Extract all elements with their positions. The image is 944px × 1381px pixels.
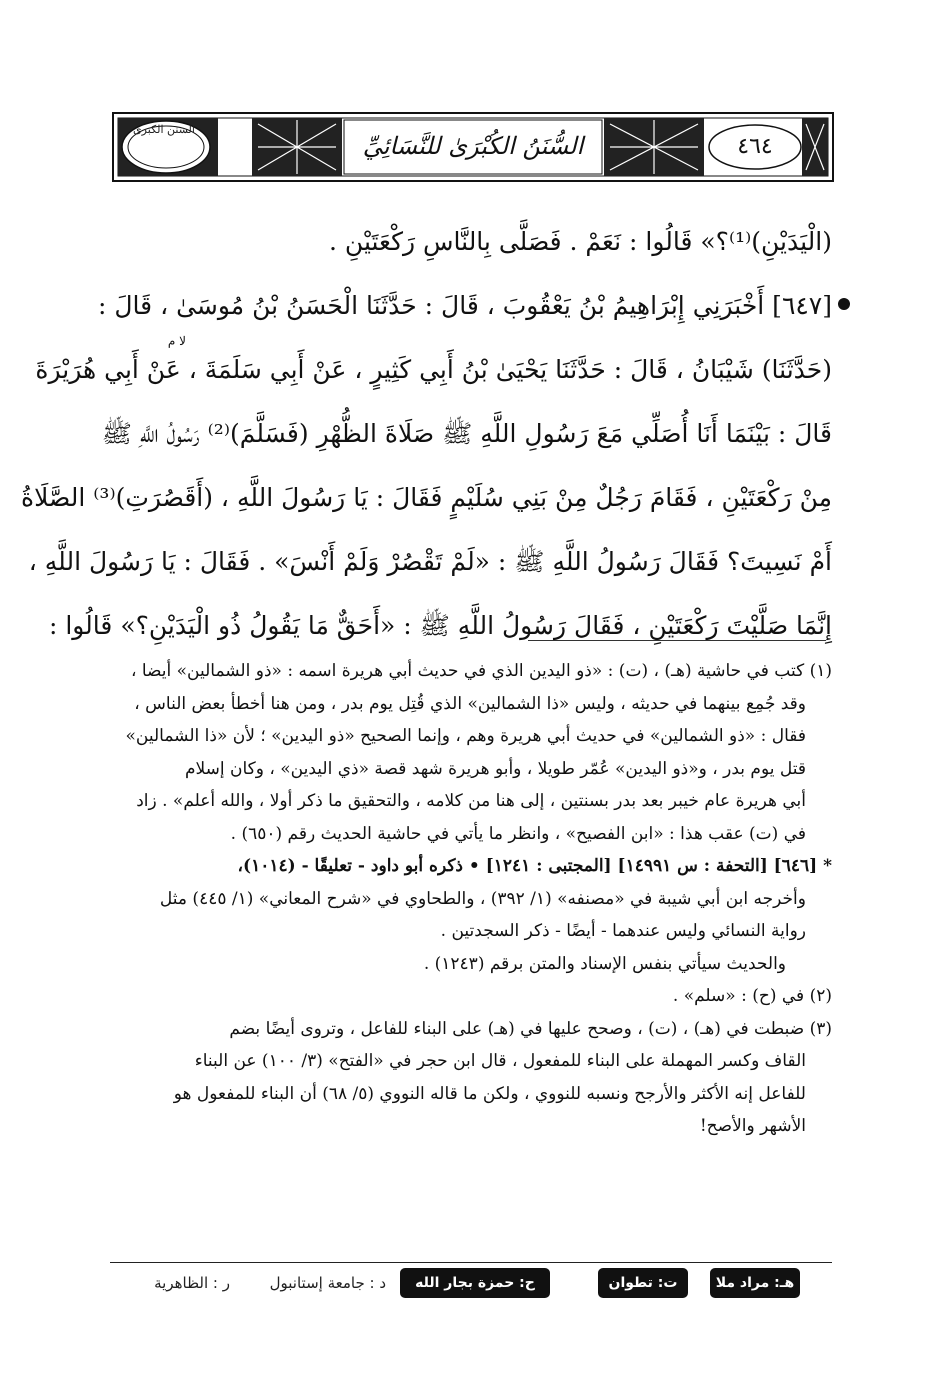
takhrij-line-3: رواية النسائي وليس عندهما - أيضًا - ذكر السجدتين . (440, 921, 806, 941)
page-header (112, 112, 834, 182)
footnote-3-line-4: الأشهر والأصح! (699, 1116, 806, 1136)
hadith-bullet-icon (838, 298, 850, 310)
legend-text-r: ر : الظاهرية (154, 1274, 230, 1292)
footnote-2: (٢) في (ح) : «سلم» . (672, 986, 832, 1006)
running-title: السُّنَنُ الكُبْرَىٰ للنَّسَائِيِّ (362, 132, 584, 160)
footnote-1-line-6: في (ت) عقب هذا : «ابن الفصيح» ، وانظر ما يأتي في حاشية الحديث رقم (٦٥٠) . (230, 823, 806, 844)
footnotes (110, 655, 832, 1143)
page-number: ٤٦٤ (737, 134, 773, 159)
main-line-6: أَمْ نَسِيتَ؟ فَقَالَ رَسُولُ اللَّهِ ﷺ : «لَمْ تَقْصُرْ وَلَمْ أَنْسَ» . فَقَالَ : يَا رَسُولَ اللَّهِ ، (28, 547, 832, 576)
main-line-3 (35, 334, 832, 402)
footnote-1-line-5: أبي هريرة عام خيبر بعد بدر بسنتين ، إلى هنا من كلامه ، والتحقيق ما ذكر أولا ، والله أعلم» . زاد (136, 791, 806, 811)
legend-text-d: د : جامعة إستانبول (269, 1274, 386, 1292)
header-seal: السنن الكبرى (133, 123, 195, 136)
footnote-3-line-2: القاف وكسر المهملة على البناء للمفعول ، قال ابن حجر في «الفتح» (٣/ ١٠٠) عن البناء (194, 1051, 806, 1071)
main-line-2: [٦٤٧] أَخْبَرَنِي إِبْرَاهِيمُ بْنُ يَعْقُوبَ ، قَالَ : حَدَّثَنَا الْحَسَنُ بْنُ مُوسَىٰ ، قَالَ : (98, 291, 832, 320)
takhrij-line-4: والحديث سيأتي بنفس الإسناد والمتن برقم (١٢٤٣) . (423, 953, 786, 974)
main-line-3-text: (حَدَّثَنَا) شَيْبَانُ ، قَالَ : حَدَّثَنَا يَحْيَىٰ بْنُ أَبِي كَثِيرٍ ، عَنْ أَبِي سَلَمَةَ ، عَنْ أَبِي هُرَيْرَةَ (35, 355, 832, 384)
footnote-3-line-3: للفاعل إنه الأكثر والأرجح ونسبه للنووي ، ولكن ما قاله النووي (٥/ ٦٨) أن البناء للمفعول هو (173, 1083, 806, 1104)
main-line-7: إِنَّمَا صَلَّيْتَ رَكْعَتَيْنِ ، فَقَالَ رَسُولُ اللَّهِ ﷺ : «أَحَقٌّ مَا يَقُولُ ذُو الْيَدَيْنِ؟» قَالُوا : (48, 611, 832, 640)
main-line-1: (الْيَدَيْنِ)⁽¹⁾؟» قَالُوا : نَعَمْ . فَصَلَّى بِالنَّاسِ رَكْعَتَيْنِ . (329, 227, 832, 256)
legend-badge-h: هـ: مراد ملا (710, 1268, 800, 1298)
main-line-5: مِنْ رَكْعَتَيْنِ ، فَقَامَ رَجُلٌ مِنْ بَنِي سُلَيْمٍ فَقَالَ : يَا رَسُولَ اللَّهِ ، (أَقَصُرَتِ)⁽³⁾ الصَّلَاةُ (21, 483, 832, 512)
footnote-3-line-1: (٣) ضبطت في (هـ) ، (ت) ، وصحح عليها في (هـ) على البناء للفاعل ، وتروى أيضًا بضم (229, 1018, 832, 1039)
main-line-4: قَالَ : بَيْنَمَا أَنَا أُصَلِّي مَعَ رَسُولِ اللَّهِ ﷺ صَلَاةَ الظُّهْرِ (فَسَلَّمَ)⁽²⁾ رَسُولُ اللَّهِ ﷺ (101, 419, 832, 448)
takhrij-line-1: * [٦٤٦] [التحفة : س ١٤٩٩١] [المجتبى : ١٢٤١] • ذكره أبو داود - تعليقًا - (١٠١٤)، (237, 856, 832, 876)
legend-badge-hh: ح: حمزة بجار الله (400, 1268, 550, 1298)
main-text (21, 210, 832, 658)
footnote-1-line-3: فقال : «ذو الشمالين» في حديث أبي هريرة وهم ، وإنما الصحيح «ذو اليدين» ؛ لأن «ذا الشمالين» (125, 726, 806, 746)
footnote-1-line-2: وقد جُمِع بينهما في حديثه ، وليس «ذا الشمالين» الذي قُتِل يوم بدر ، ومن هنا أخطأ بعض الناس ، (134, 693, 806, 714)
legend-badge-t: ت: تطوان (598, 1268, 688, 1298)
footnote-divider (528, 640, 826, 641)
footnote-1-line-1: (١) كتب في حاشية (هـ) ، (ت) : «ذو اليدين الذي في حديث أبي هريرة اسمه : «ذو الشمالين» أيضا ، (130, 661, 832, 681)
footnote-1-line-4: قتل يوم بدر ، و«ذو اليدين» عُمّر طويلا ، وأبو هريرة شهد قصة «ذي اليدين» ، وكان إسلام (184, 758, 806, 779)
manuscript-legend (110, 1268, 832, 1302)
manuscript-annotation: لا م (167, 334, 186, 348)
footer-rule (110, 1262, 832, 1263)
takhrij-line-2: وأخرجه ابن أبي شيبة في «مصنفه» (١/ ٣٩٢) ، والطحاوي في «شرح المعاني» (١/ ٤٤٥) مثل (159, 888, 806, 909)
